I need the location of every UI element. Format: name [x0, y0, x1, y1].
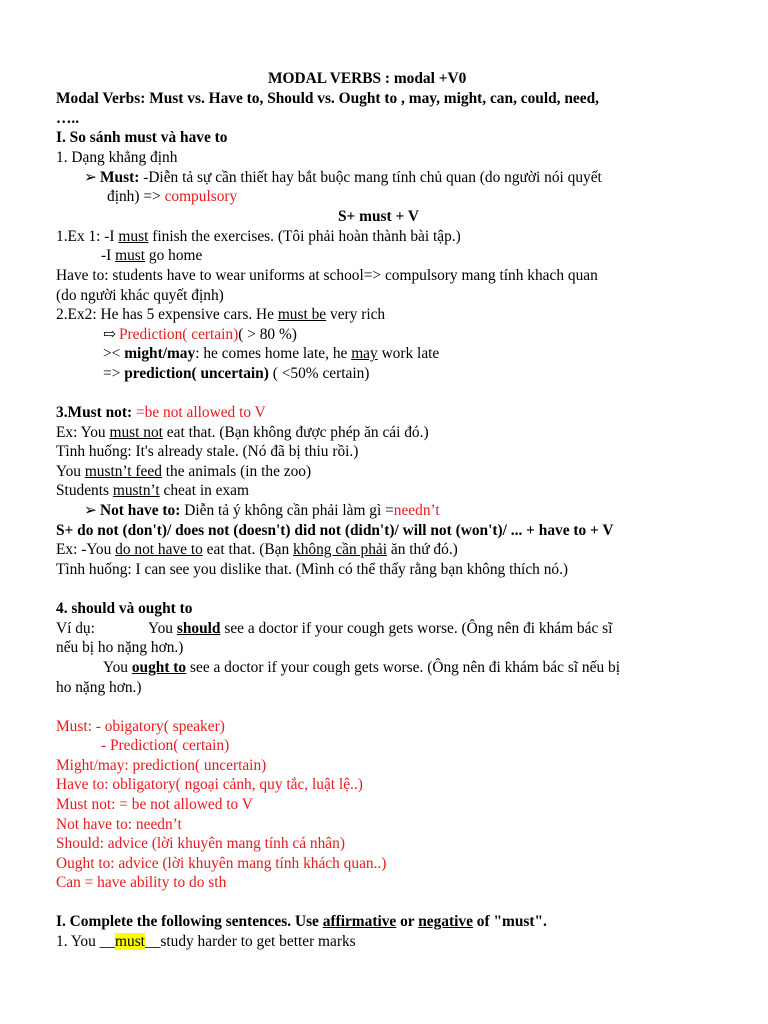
summary-line: Might/may: prediction( uncertain)	[56, 757, 267, 774]
right-arrow-icon: ⇨	[103, 326, 116, 343]
bullet-arrow-icon: ➢	[84, 502, 97, 519]
section-1-heading: I. So sánh must và have to	[56, 129, 228, 146]
doc-title: MODAL VERBS : modal +V0	[268, 70, 467, 87]
not-have-to-example: Ex: -You do not have to eat that. (Bạn không cần phải ăn thứ đó.)	[56, 541, 458, 558]
should-example: You should see a doctor if your cough gets worse. (Ông nên đi khám bác sĩ	[148, 620, 613, 637]
section-4-heading: 4. should và ought to	[56, 600, 193, 617]
section-3-heading: 3.Must not: =be not allowed to V	[56, 404, 266, 421]
must-definition: ➢ Must: -Diễn tả sự cần thiết hay bắt buộc mang tính chủ quan (do người nói quyết	[84, 169, 602, 186]
compulsory-label: compulsory	[164, 188, 238, 205]
example-2: 2.Ex2: He has 5 expensive cars. He must be very rich	[56, 306, 386, 323]
example-1b: -I must go home	[101, 247, 203, 264]
example-1: 1.Ex 1: -I must finish the exercises. (Tôi phải hoàn thành bài tập.)	[56, 228, 461, 245]
summary-line: Should: advice (lời khuyên mang tính cá nhân)	[56, 835, 345, 852]
prediction-certain: ⇨ Prediction( certain)( > 80 %)	[103, 326, 297, 343]
sub-heading-affirmative: 1. Dạng khẳng định	[56, 149, 178, 166]
doc-subtitle-cont: …..	[56, 110, 80, 127]
doc-subtitle: Modal Verbs: Must vs. Have to, Should vs. Ought to , may, might, can, could, need,	[56, 90, 600, 107]
have-to-example-cont: (do người khác quyết định)	[56, 287, 224, 304]
mustnt-feed-example: You mustn’t feed the animals (in the zoo)	[56, 463, 312, 480]
summary-line: Ought to: advice (lời khuyên mang tính khách quan..)	[56, 855, 387, 872]
must-definition-cont: định) => compulsory	[107, 188, 238, 205]
should-example-cont: nếu bị ho nặng hơn.)	[56, 639, 184, 656]
summary-line: - Prediction( certain)	[101, 737, 230, 754]
situation-2: Tình huống: I can see you dislike that. (Mình có thể thấy rằng bạn không thích nó.)	[56, 561, 569, 578]
not-have-to-formula: S+ do not (don't)/ does not (doesn't) did not (didn't)/ will not (won't)/ ... + have to + V	[56, 522, 614, 539]
must-not-example: Ex: You must not eat that. (Bạn không được phép ăn cái đó.)	[56, 424, 429, 441]
bullet-arrow-icon: ➢	[84, 169, 97, 186]
exercise-question-1: 1. You __must__study harder to get better marks	[56, 933, 356, 950]
summary-line: Have to: obligatory( ngoại cảnh, quy tắc, luật lệ..)	[56, 776, 363, 793]
ought-to-example: You ought to see a doctor if your cough gets worse. (Ông nên đi khám bác sĩ nếu bị	[103, 659, 620, 676]
mustnt-cheat-example: Students mustn’t cheat in exam	[56, 482, 249, 499]
vidu-label: Ví dụ:	[56, 620, 95, 637]
prediction-uncertain: => prediction( uncertain) ( <50% certain)	[103, 365, 370, 382]
ought-to-example-cont: ho nặng hơn.)	[56, 679, 142, 696]
might-may-example: >< might/may: he comes home late, he may work late	[103, 345, 440, 362]
summary-line: Must: - obigatory( speaker)	[56, 718, 225, 735]
summary-line: Not have to: needn’t	[56, 816, 182, 833]
exercise-heading: I. Complete the following sentences. Use affirmative or negative of "must".	[56, 913, 547, 930]
highlighted-answer: must	[115, 933, 145, 950]
not-have-to-definition: ➢ Not have to: Diễn tả ý không cần phải làm gì =needn’t	[84, 502, 440, 519]
have-to-example: Have to: students have to wear uniforms at school=> compulsory mang tính khach quan	[56, 267, 598, 284]
must-formula: S+ must + V	[338, 208, 419, 225]
summary-line: Must not: = be not allowed to V	[56, 796, 253, 813]
situation-1: Tình huống: It's already stale. (Nó đã bị thiu rồi.)	[56, 443, 359, 460]
summary-line: Can = have ability to do sth	[56, 874, 227, 891]
